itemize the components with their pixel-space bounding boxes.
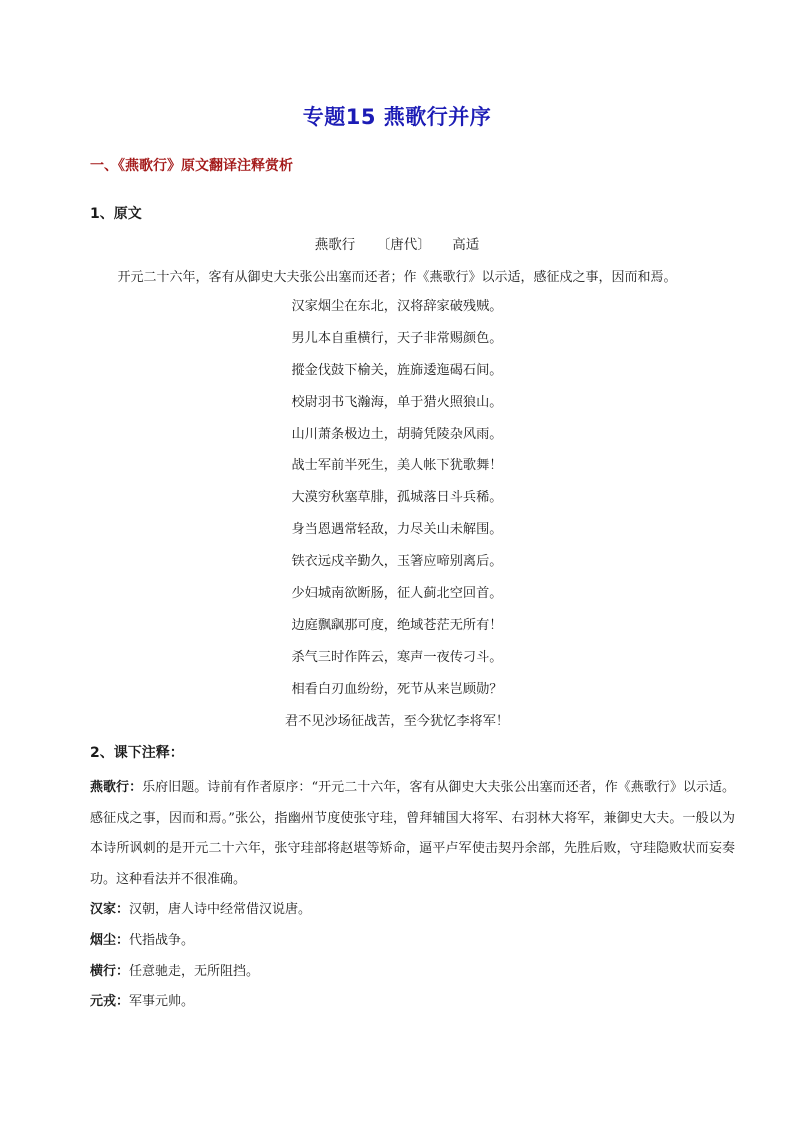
note-item — [90, 895, 735, 926]
note-item — [90, 926, 735, 957]
poem-line: 杀气三时作阵云，寒声一夜传刁斗。 — [291, 649, 503, 665]
note-term: 汉家： — [90, 902, 130, 918]
poem-preface: 开元二十六年，客有从御史大夫张公出塞而还者；作《燕歌行》以示适，感征戍之事，因而和焉。 — [117, 270, 677, 285]
poem-line: 铁衣远戍辛勤久，玉箸应啼别离后。 — [291, 554, 503, 570]
note-text: 乐府旧题。诗前有作者原序：“开元二十六年，客有从御史大夫张公出塞而还者，作《燕歌行》以示适。感征戍之事，因而和焉。”张公，指幽州节度使张守珪，曾拜辅国大将军、右羽林大将军，兼御史大夫。一般以为本诗所讽刺的是开元二十六年，张守珪部将赵堪等矫命，逼平卢军使击契丹余部，先胜后败，守珪隐败状而妄奏功。这种看法并不很准确。 — [90, 780, 735, 887]
subsection-heading-notes: 2、课下注释： — [90, 745, 184, 761]
note-term: 燕歌行： — [90, 780, 143, 795]
subsection-heading-original-text: 1、原文 — [90, 206, 142, 222]
note-term: 横行： — [90, 963, 130, 979]
note-text: 任意驰走，无所阻挡。 — [129, 963, 260, 979]
poem-line: 摐金伐鼓下榆关，旌旆逶迤碣石间。 — [291, 362, 503, 378]
poem-line: 相看白刃血纷纷，死节从来岂顾勋？ — [291, 681, 503, 697]
note-item — [90, 957, 735, 988]
note-term: 烟尘： — [90, 932, 130, 948]
poem-line: 汉家烟尘在东北，汉将辞家破残贼。 — [291, 299, 503, 314]
note-term: 元戎： — [90, 994, 130, 1010]
notes-list — [90, 773, 735, 1018]
note-item — [90, 773, 735, 895]
poem-line: 战士军前半死生，美人帐下犹歌舞！ — [291, 458, 503, 474]
note-text: 代指战争。 — [129, 932, 195, 948]
poem-line: 边庭飘飖那可度，绝域苍茫无所有！ — [291, 617, 503, 633]
poem-name: 燕歌行 — [314, 237, 356, 253]
section-heading: 一、《燕歌行》原文翻译注释赏析 — [90, 158, 293, 174]
poem-line: 校尉羽书飞瀚海，单于猎火照狼山。 — [291, 394, 503, 410]
poem-line: 大漠穷秋塞草腓，孤城落日斗兵稀。 — [291, 490, 503, 506]
poem-line: 山川萧条极边土，胡骑凭陵杂风雨。 — [291, 426, 503, 442]
poem-body — [0, 297, 794, 743]
note-text: 军事元帅。 — [129, 994, 195, 1010]
poem-dynasty: 〔唐代〕 — [376, 237, 431, 253]
note-text: 汉朝，唐人诗中经常借汉说唐。 — [129, 902, 312, 918]
poem-line: 身当恩遇常轻敌，力尽关山未解围。 — [291, 522, 503, 538]
poem-line: 少妇城南欲断肠，征人蓟北空回首。 — [291, 586, 503, 602]
poem-line: 君不见沙场征战苦，至今犹忆李将军！ — [284, 713, 510, 729]
note-item — [90, 987, 735, 1018]
page-title: 专题15 燕歌行并序 — [302, 105, 492, 129]
poem-line: 男儿本自重横行，天子非常赐颜色。 — [291, 330, 503, 346]
poem-author: 高适 — [452, 237, 480, 253]
poem-heading — [0, 233, 794, 253]
